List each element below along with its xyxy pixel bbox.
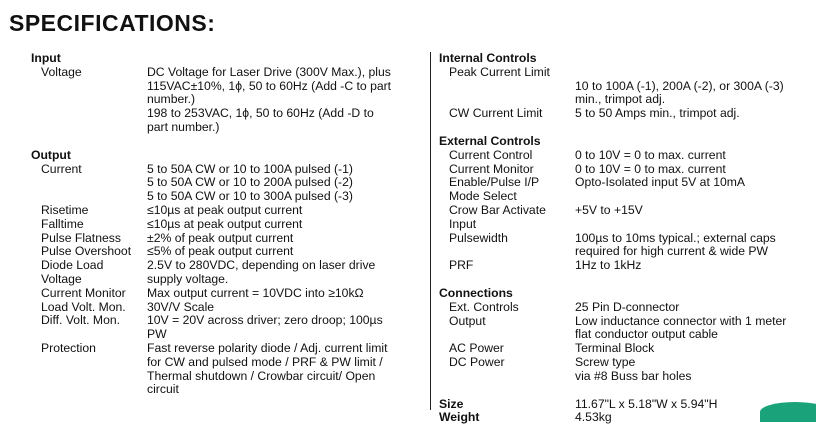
spec-label: Risetime xyxy=(41,202,89,217)
spec-label: PRF xyxy=(449,258,474,273)
spec-label: Pulse Overshoot xyxy=(41,244,132,259)
spec-label: Diode Load Voltage xyxy=(41,258,104,286)
spec-row xyxy=(439,149,814,163)
right-column xyxy=(439,52,814,425)
spec-value: 5 to 50A CW or 10 to 100A pulsed (-1) 5 to 50A CW or 10 to 200A pulsed (-2) 5 to 50A CW or 10 to 300A pulsed (-3) xyxy=(147,161,353,204)
spec-value: 100µs to 10ms typical.; external caps required for high current & wide PW xyxy=(575,230,776,259)
page-title: SPECIFICATIONS: xyxy=(9,10,216,36)
section-heading-output: Output xyxy=(31,147,71,162)
output-section xyxy=(31,149,431,397)
spec-label: Load Volt. Mon. xyxy=(41,299,126,314)
spec-label: Pulsewidth xyxy=(449,230,508,245)
spec-row xyxy=(439,232,814,260)
spec-row xyxy=(439,176,814,204)
spec-label: Output xyxy=(449,313,486,328)
internal-controls-section xyxy=(439,52,814,121)
spec-label: Pulse Flatness xyxy=(41,230,121,245)
spec-label: DC Power xyxy=(449,354,505,369)
spec-row xyxy=(31,66,431,135)
spec-value: 2.5V to 280VDC, depending on laser drive supply voltage. xyxy=(147,258,376,286)
spec-label: Enable/Pulse I/P Mode Select xyxy=(449,175,540,204)
spec-row xyxy=(439,107,814,121)
spec-row xyxy=(439,163,814,177)
spec-value: ±2% of peak output current xyxy=(147,230,294,245)
spec-row xyxy=(31,204,431,218)
spec-row xyxy=(439,204,814,232)
spec-value: +5V to +15V xyxy=(575,202,643,217)
spec-row xyxy=(439,66,814,107)
size-label: Size xyxy=(439,396,464,411)
spec-label: Current xyxy=(41,161,82,176)
spec-value: ≤5% of peak output current xyxy=(147,244,294,259)
spec-value: 25 Pin D-connector xyxy=(575,299,680,314)
spec-label: Current Monitor xyxy=(449,161,534,176)
spec-value: ≤10µs at peak output current xyxy=(147,216,303,231)
external-controls-section xyxy=(439,135,814,273)
spec-label: Current Control xyxy=(449,147,533,162)
spec-row xyxy=(31,232,431,246)
section-heading-external-controls: External Controls xyxy=(439,133,541,148)
spec-label: Ext. Controls xyxy=(449,299,519,314)
spec-row xyxy=(31,163,431,204)
spec-row xyxy=(439,259,814,273)
spec-value: ≤10µs at peak output current xyxy=(147,202,303,217)
spec-value: 10V = 20V across driver; zero droop; 100µs PW xyxy=(147,313,383,342)
spec-value: DC Voltage for Laser Drive (300V Max.), plus 115VAC±10%, 1ϕ, 50 to 60Hz (Add -C to part number.) 198 to 253VAC, 1ϕ, 50 to 60Hz (Add -D to part number.) xyxy=(147,64,392,134)
size-value: 11.67"L x 5.18"W x 5.94"H xyxy=(575,396,718,411)
weight-value: 4.53kg xyxy=(575,410,612,425)
spec-row xyxy=(439,342,814,356)
spec-value: 10 to 100A (-1), 200A (-2), or 300A (-3) min., trimpot adj. xyxy=(575,78,784,107)
spec-value: Opto-Isolated input 5V at 10mA xyxy=(575,175,746,190)
spec-row xyxy=(31,314,431,342)
spec-label: Protection xyxy=(41,340,96,355)
spec-label: Peak Current Limit xyxy=(449,64,550,79)
section-heading-connections: Connections xyxy=(439,285,513,300)
weight-label: Weight xyxy=(439,410,480,425)
spec-label: Voltage xyxy=(41,64,82,79)
spec-value: 1Hz to 1kHz xyxy=(575,258,642,273)
size-row xyxy=(439,398,814,412)
spec-row xyxy=(31,259,431,287)
spec-label: Falltime xyxy=(41,216,84,231)
spec-row xyxy=(31,342,431,397)
weight-row xyxy=(439,411,814,425)
left-column xyxy=(31,52,431,411)
spec-value: 5 to 50 Amps min., trimpot adj. xyxy=(575,106,740,121)
spec-row xyxy=(439,315,814,343)
spec-value: Low inductance connector with 1 meter flat conductor output cable xyxy=(575,313,787,342)
spec-row xyxy=(31,218,431,232)
spec-row xyxy=(31,245,431,259)
spec-row xyxy=(31,287,431,301)
spec-value: Fast reverse polarity diode / Adj. current limit for CW and pulsed mode / PRF & PW limit / Thermal shutdown / Crowbar circuit/ Open circuit xyxy=(147,340,388,397)
spec-row xyxy=(439,356,814,384)
spec-row xyxy=(31,301,431,315)
connections-section xyxy=(439,287,814,384)
spec-label: AC Power xyxy=(449,341,504,356)
spec-value: 0 to 10V = 0 to max. current xyxy=(575,147,726,162)
spec-label: Diff. Volt. Mon. xyxy=(41,313,121,328)
spec-value: Screw type via #8 Buss bar holes xyxy=(575,354,692,383)
section-heading-input: Input xyxy=(31,51,61,65)
spec-row xyxy=(439,301,814,315)
spec-value: Max output current = 10VDC into ≥10kΩ xyxy=(147,285,364,300)
section-heading-internal-controls: Internal Controls xyxy=(439,51,537,65)
spec-label: Current Monitor xyxy=(41,285,126,300)
spec-value: 0 to 10V = 0 to max. current xyxy=(575,161,726,176)
input-section xyxy=(31,52,431,135)
spec-label: Crow Bar Activate Input xyxy=(449,202,546,231)
spec-label: CW Current Limit xyxy=(449,106,543,121)
spec-value: 30V/V Scale xyxy=(147,299,215,314)
spec-value: Terminal Block xyxy=(575,341,655,356)
logo-swoosh xyxy=(760,402,816,422)
